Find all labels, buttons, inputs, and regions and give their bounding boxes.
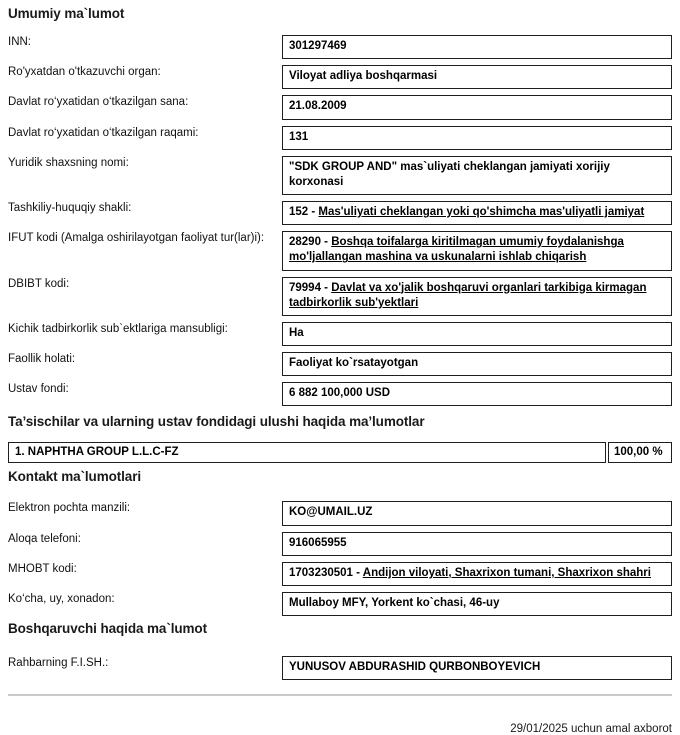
- general-field-value-wrap: [282, 126, 680, 150]
- field-row: [0, 35, 680, 59]
- general-field-value: 79994 - Davlat va xo'jalik boshqaruvi organlari tarkibiga kirmagan tadbirkorlik sub'yektlari: [282, 277, 672, 316]
- contact-field-value: KO@UMAIL.UZ: [282, 501, 672, 525]
- general-field-value: 21.08.2009: [282, 95, 672, 119]
- general-field-label: Faollik holati:: [8, 353, 76, 366]
- field-row: [0, 95, 680, 119]
- field-row: [0, 231, 680, 270]
- manager-field-value: YUNUSOV ABDURASHID QURBONBOYEVICH: [282, 656, 672, 680]
- general-field-value-link[interactable]: Davlat va xo'jalik boshqaruvi organlari tarkibiga kirmagan tadbirkorlik sub'yektlari: [289, 281, 647, 309]
- contact-field-value: 916065955: [282, 532, 672, 556]
- field-row: [0, 352, 680, 376]
- footer-validity-note: 29/01/2025 uchun amal axborot: [510, 723, 672, 735]
- field-row: [0, 592, 680, 616]
- contact-field-value: Mullaboy MFY, Yorkent ko`chasi, 46-uy: [282, 592, 672, 616]
- contact-field-label: Elektron pochta manzili:: [8, 502, 131, 515]
- field-row: [0, 277, 680, 316]
- general-field-label: Davlat ro‘yxatidan o‘tkazilgan sana:: [8, 96, 189, 109]
- field-row: [0, 532, 680, 556]
- general-field-label: Yuridik shaxsning nomi:: [8, 156, 129, 169]
- general-field-value: Viloyat adliya boshqarmasi: [282, 65, 672, 89]
- general-field-value-wrap: [282, 231, 680, 270]
- general-field-value: "SDK GROUP AND" mas`uliyati cheklangan jamiyati xorijiy korxonasi: [282, 156, 672, 195]
- field-row: [0, 201, 680, 225]
- general-field-value: 6 882 100,000 USD: [282, 382, 672, 406]
- general-field-value: 131: [282, 126, 672, 150]
- general-field-value-wrap: [282, 277, 680, 316]
- general-field-label: IFUT kodi (Amalga oshirilayotgan faoliyat tur(lar)i):: [8, 232, 265, 245]
- founders-list: [0, 442, 680, 463]
- general-field-value-wrap: [282, 382, 680, 406]
- contact-field-label: MHOBT kodi:: [8, 562, 77, 575]
- contact-field-label: Ko‘cha, uy, xonadon:: [8, 592, 115, 605]
- section-heading-founders: Ta’sischilar va ularning ustav fondidagi ulushi haqida ma’lumotlar: [8, 414, 425, 430]
- field-row: [0, 501, 680, 525]
- section-heading-general-info: Umumiy ma`lumot: [8, 6, 125, 21]
- general-field-value-link[interactable]: Mas'uliyati cheklangan yoki qo'shimcha mas'uliyatli jamiyat: [318, 206, 645, 219]
- founder-row: [0, 442, 680, 463]
- general-field-value: Ha: [282, 322, 672, 346]
- contact-field-value-wrap: [282, 501, 680, 525]
- general-field-value-wrap: [282, 156, 680, 195]
- founder-name: 1. NAPHTHA GROUP L.L.C-FZ: [8, 442, 606, 463]
- general-field-value-wrap: [282, 322, 680, 346]
- section-heading-contacts: Kontakt ma`lumotlari: [8, 469, 142, 485]
- general-field-value-wrap: [282, 201, 680, 225]
- contact-field-label: Aloqa telefoni:: [8, 532, 81, 545]
- general-field-value-wrap: [282, 65, 680, 89]
- general-field-label: Kichik tadbirkorlik sub`ektlariga mansubligi:: [8, 322, 228, 335]
- field-row: [0, 322, 680, 346]
- general-field-value: Faoliyat ko`rsatayotgan: [282, 352, 672, 376]
- general-field-value-wrap: [282, 35, 680, 59]
- manager-rows: [0, 656, 680, 680]
- contact-field-value: 1703230501 - Andijon viloyati, Shaxrixon tumani, Shaxrixon shahri: [282, 562, 672, 586]
- contact-field-value-wrap: [282, 532, 680, 556]
- contact-field-value-wrap: [282, 592, 680, 616]
- contact-field-value-wrap: [282, 562, 680, 586]
- general-field-label: DBIBT kodi:: [8, 277, 70, 290]
- field-row: [0, 382, 680, 406]
- general-info-rows: [0, 35, 680, 406]
- general-field-value-wrap: [282, 95, 680, 119]
- manager-field-value-wrap: [282, 656, 680, 680]
- section-heading-manager: Boshqaruvchi haqida ma`lumot: [8, 621, 207, 637]
- contact-field-value-link[interactable]: Andijon viloyati, Shaxrixon tumani, Shaxrixon shahri: [362, 566, 651, 579]
- general-field-value-wrap: [282, 352, 680, 376]
- field-row: [0, 656, 680, 680]
- general-field-value: 152 - Mas'uliyati cheklangan yoki qo'shimcha mas'uliyatli jamiyat: [282, 201, 672, 225]
- general-field-value: 28290 - Boshqa toifalarga kiritilmagan umumiy foydalanishga mo'ljallangan mashina va uskunalarni ishlab chiqarish: [282, 231, 672, 270]
- founder-share: 100,00 %: [608, 442, 672, 463]
- contact-rows: [0, 501, 680, 616]
- general-field-label: Ustav fondi:: [8, 383, 69, 396]
- general-field-label: Davlat ro‘yxatidan o‘tkazilgan raqami:: [8, 126, 199, 139]
- general-field-label: INN:: [8, 36, 31, 48]
- field-row: [0, 156, 680, 195]
- general-field-label: Tashkiliy-huquqiy shakli:: [8, 202, 132, 215]
- field-row: [0, 65, 680, 89]
- field-row: [0, 562, 680, 586]
- general-field-label: Ro'yxatdan o'tkazuvchi organ:: [8, 66, 161, 79]
- manager-field-label: Rahbarning F.I.SH.:: [8, 657, 109, 670]
- general-field-value: 301297469: [282, 35, 672, 59]
- field-row: [0, 126, 680, 150]
- general-field-value-link[interactable]: Boshqa toifalarga kiritilmagan umumiy foydalanishga mo'ljallangan mashina va uskunalarni ishlab chiqarish: [289, 236, 624, 264]
